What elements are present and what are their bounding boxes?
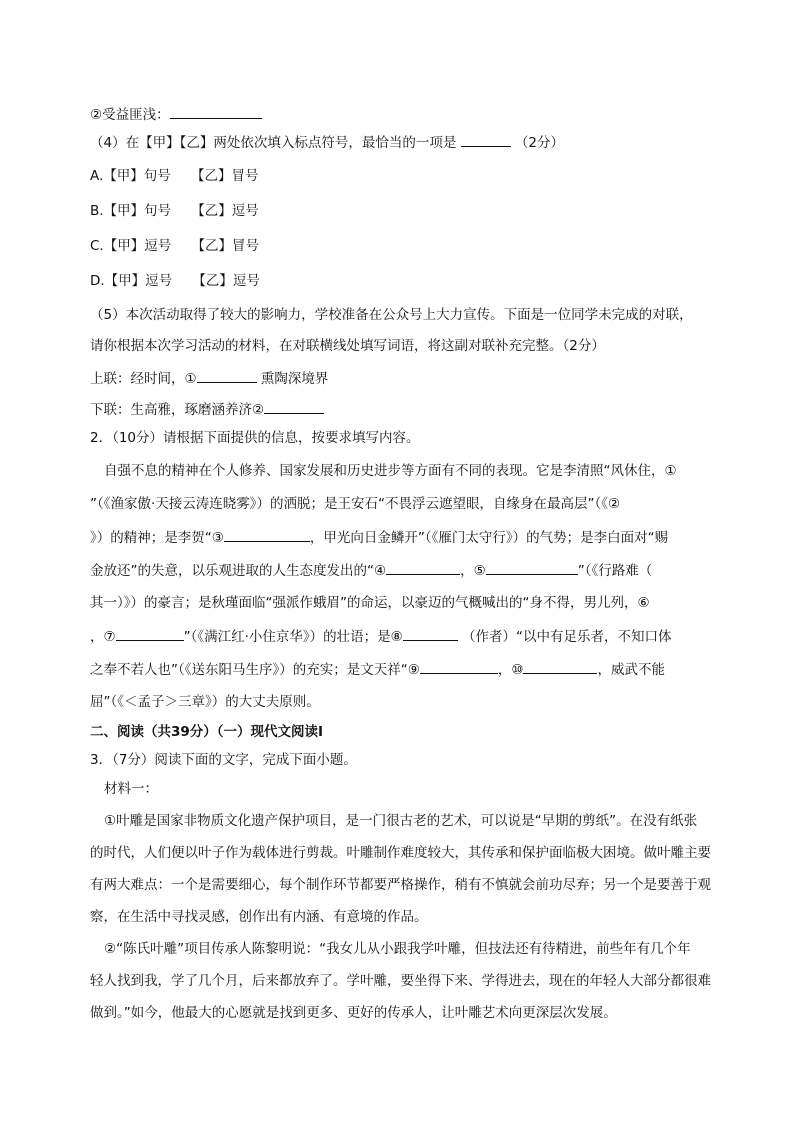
answer-blank[interactable] [420, 659, 498, 674]
para-line-1: 自强不息的精神在个人修养、国家发展和历史进步等方面有不同的表现。它是李清照“风休住，① [104, 463, 677, 479]
answer-blank[interactable] [386, 560, 460, 575]
answer-blank[interactable] [486, 560, 578, 575]
para-line-4: 金放还”的失意，以乐观进取的人生态度发出的“④ ，⑤ ”（《行路难（ [90, 560, 652, 581]
question-5-line-1: （5）本次活动取得了较大的影响力，学校准备在公众号上大力宣传。下面是一位同学未完成的对联， [90, 307, 693, 323]
answer-blank[interactable] [224, 527, 310, 542]
answer-blank[interactable] [523, 659, 597, 674]
answer-blank[interactable] [170, 104, 262, 119]
reading-line-4: 察，在生活中寻找灵感，创作出有内涵、有意境的作品。 [90, 909, 428, 925]
reading-line-1: ①叶雕是国家非物质文化遗产保护项目，是一门很古老的艺术，可以说是“早期的剪纸”。在没有纸张 [104, 813, 698, 829]
para-line-5: 其一）》）的豪言；是秋瑾面临“强派作蛾眉”的命运，以豪迈的气概喊出的“身不得，男儿列，⑥ [90, 595, 650, 611]
couplet-upper: 上联：经时间，① 熏陶深境界 [90, 368, 328, 389]
answer-blank[interactable] [197, 368, 257, 383]
para-line-6: ，⑦ ”（《满江红·小住京华》）的壮语；是⑧ （作者）“以中有足乐者，不知口体 [90, 626, 672, 647]
reading-line-5: ②“陈氏叶雕”项目传承人陈黎明说：“我女儿从小跟我学叶雕，但技法还有待精进，前些年有几个年 [104, 941, 691, 957]
para-line-7: 之奉不若人也”（《送东阳马生序》）的充实；是文天祥“⑨ ，⑩ ，威武不能 [90, 659, 665, 680]
reading-line-2: 的时代，人们便以叶子作为载体进行剪裁。叶雕制作难度较大，其传承和保护面临极大困境。做叶雕主要 [90, 845, 711, 861]
para-line-2: ”（《渔家傲·天接云涛连晓雾》）的洒脱；是王安石“不畏浮云遮望眼，自缘身在最高层”（《② [90, 496, 621, 512]
para-line-8: 屈”（《＜孟子＞三章》）的大丈夫原则。 [90, 694, 320, 710]
answer-blank[interactable] [461, 132, 511, 147]
question-3-title: 3．（7分）阅读下面的文字，完成下面小题。 [90, 752, 357, 768]
reading-line-6: 轻人找到我，学了几个月，后来都放弃了。学叶雕，要坐得下来、学得进去，现在的年轻人大部分都很难 [90, 973, 711, 989]
option-d: D.【甲】逗号 【乙】逗号 [90, 273, 260, 289]
option-c: C.【甲】逗号 【乙】冒号 [90, 238, 259, 254]
answer-blank[interactable] [264, 399, 324, 414]
material-1-label: 材料一： [104, 781, 158, 797]
question-5-line-2: 请你根据本次学习活动的材料，在对联横线处填写词语，将这副对联补充完整。（2分） [90, 338, 605, 354]
couplet-lower: 下联：生高雅，琢磨涵养济② [90, 399, 324, 420]
line-shouyi: ②受益匪浅： [90, 104, 262, 125]
reading-line-3: 有两大难点：一个是需要细心，每个制作环节都要严格操作，稍有不慎就会前功尽弃；另一个是要善于观 [90, 877, 711, 893]
option-b: B.【甲】句号 【乙】逗号 [90, 203, 259, 219]
answer-blank[interactable] [116, 626, 184, 641]
option-a: A.【甲】句号 【乙】冒号 [90, 168, 259, 184]
question-4: （4）在【甲】【乙】两处依次填入标点符号，最恰当的一项是 （2分） [90, 132, 564, 153]
section-2-heading: 二、阅读（共39分）（一）现代文阅读Ⅰ [90, 724, 324, 740]
question-2-title: 2．（10分）请根据下面提供的信息，按要求填写内容。 [90, 430, 420, 446]
answer-blank[interactable] [403, 626, 458, 641]
para-line-3: 》）的精神；是李贺“③ ，甲光向日金鳞开”（《雁门太守行》）的气势；是李白面对“赐 [90, 527, 668, 548]
reading-line-7: 做到。”如今，他最大的心愿就是找到更多、更好的传承人，让叶雕艺术向更深层次发展。 [90, 1005, 617, 1021]
